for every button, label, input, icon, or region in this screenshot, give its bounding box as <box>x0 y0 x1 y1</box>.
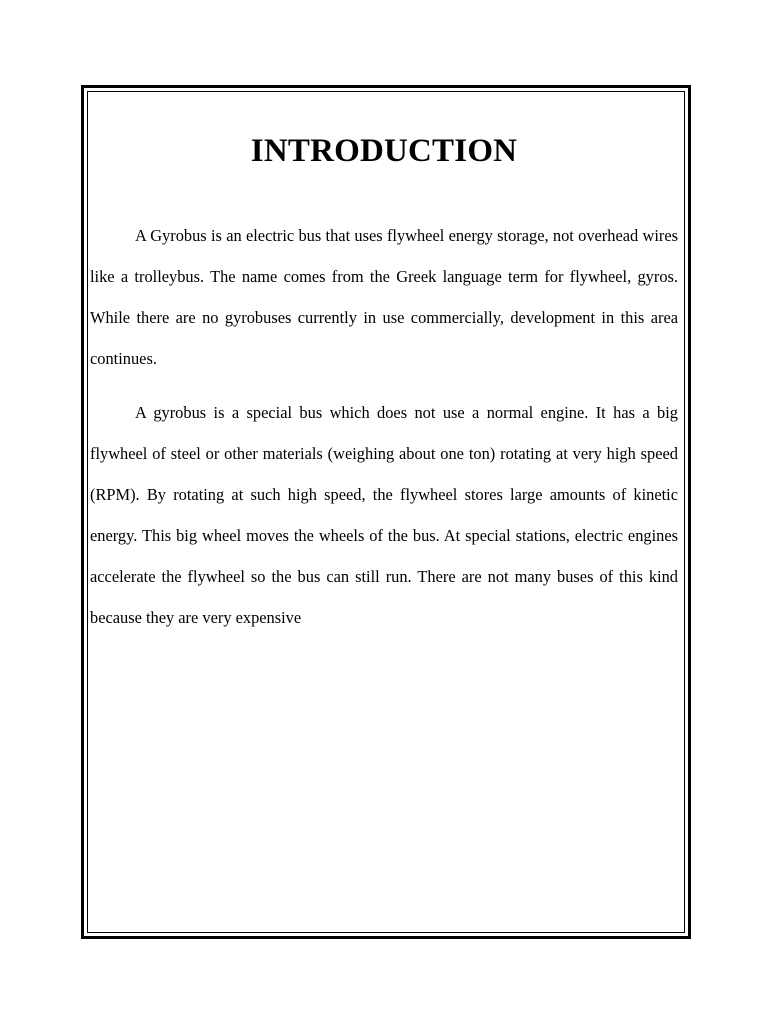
page-content <box>90 120 678 638</box>
paragraph-1: A Gyrobus is an electric bus that uses flywheel energy storage, not overhead wires like a trolleybus. The name comes from the Greek language term for flywheel, gyros. While there are no gyrobuses currently in use commercially, development in this area continues. <box>90 226 678 368</box>
paragraph-2: A gyrobus is a special bus which does not use a normal engine. It has a big flywheel of steel or other materials (weighing about one ton) rotating at very high speed (RPM). By rotating at such high speed, the flywheel stores large amounts of kinetic energy. This big wheel moves the wheels of the bus. At special stations, electric engines accelerate the flywheel so the bus can still run. There are not many buses of this kind because they are very expensive <box>90 403 678 627</box>
page-title: INTRODUCTION <box>250 133 518 169</box>
